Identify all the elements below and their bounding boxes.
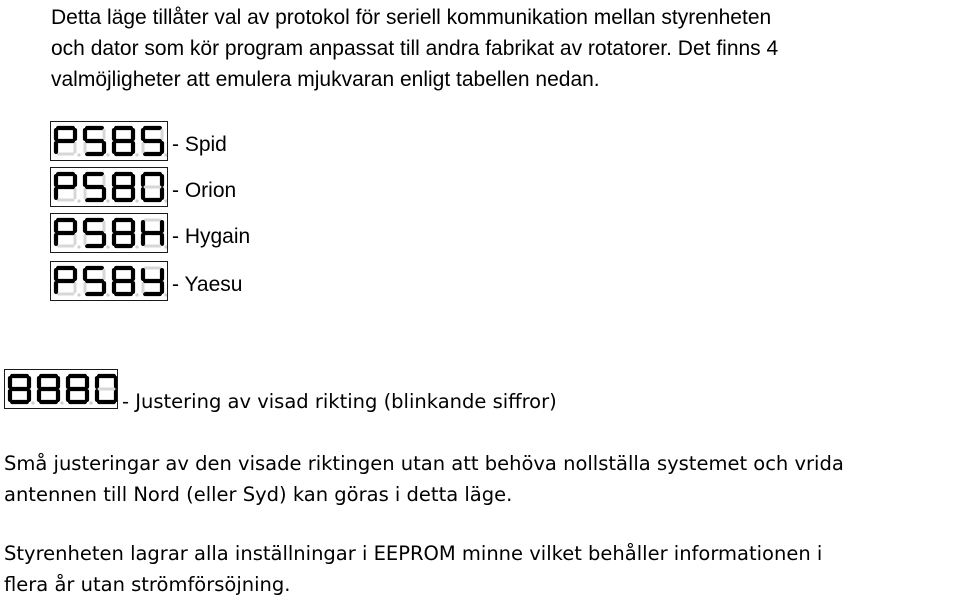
seven-segment-display [50, 167, 168, 207]
digit-S [85, 268, 110, 297]
adjust-label: - Justering av visad rikting (blinkande siffror) [122, 390, 557, 413]
digit-Y [143, 268, 167, 297]
eeprom-paragraph [4, 538, 822, 600]
digit-H [143, 220, 167, 249]
seven-segment-display [50, 213, 168, 253]
digit-P [56, 268, 81, 297]
digit-8 [114, 128, 139, 157]
mode-label: - Orion [172, 179, 237, 202]
digit-S [143, 128, 167, 157]
digit-0 [143, 174, 167, 203]
paragraph-line: Styrenheten lagrar alla inställningar i EEPROM minne vilket behåller informationen i [4, 542, 823, 565]
intro-line: valmöjligheter att emulera mjukvaran enligt tabellen nedan. [51, 68, 600, 91]
digit-8 [114, 268, 139, 297]
digit-P [56, 220, 81, 249]
digit-S [85, 174, 110, 203]
seven-segment-display [50, 261, 168, 301]
intro-paragraph [51, 2, 778, 95]
mode-label: - Spid [172, 133, 227, 156]
mode-label: - Hygain [172, 225, 251, 248]
intro-line: Detta läge tillåter val av protokol för seriell kommunikation mellan styrenheten [51, 6, 772, 29]
digit-8 [68, 376, 93, 405]
digit-8 [114, 174, 139, 203]
intro-line: och dator som kör program anpassat till andra fabrikat av rotatorer. Det finns 4 [51, 37, 779, 60]
digit-P [56, 174, 81, 203]
adjust-paragraph [4, 448, 844, 510]
digit-8 [114, 220, 139, 249]
digit-8 [10, 376, 35, 405]
digit-0 [97, 376, 117, 405]
mode-label: - Yaesu [172, 273, 243, 296]
adjust-display [4, 369, 118, 409]
digit-S [85, 220, 110, 249]
seven-segment-display [50, 121, 168, 161]
paragraph-line: Små justeringar av den visade riktingen utan att behöva nollställa systemet och vrida [4, 452, 844, 475]
digit-8 [39, 376, 64, 405]
paragraph-line: antennen till Nord (eller Syd) kan göras i detta läge. [4, 483, 513, 506]
digit-P [56, 128, 81, 157]
paragraph-line: flera år utan strömförsöjning. [4, 573, 291, 596]
digit-S [85, 128, 110, 157]
